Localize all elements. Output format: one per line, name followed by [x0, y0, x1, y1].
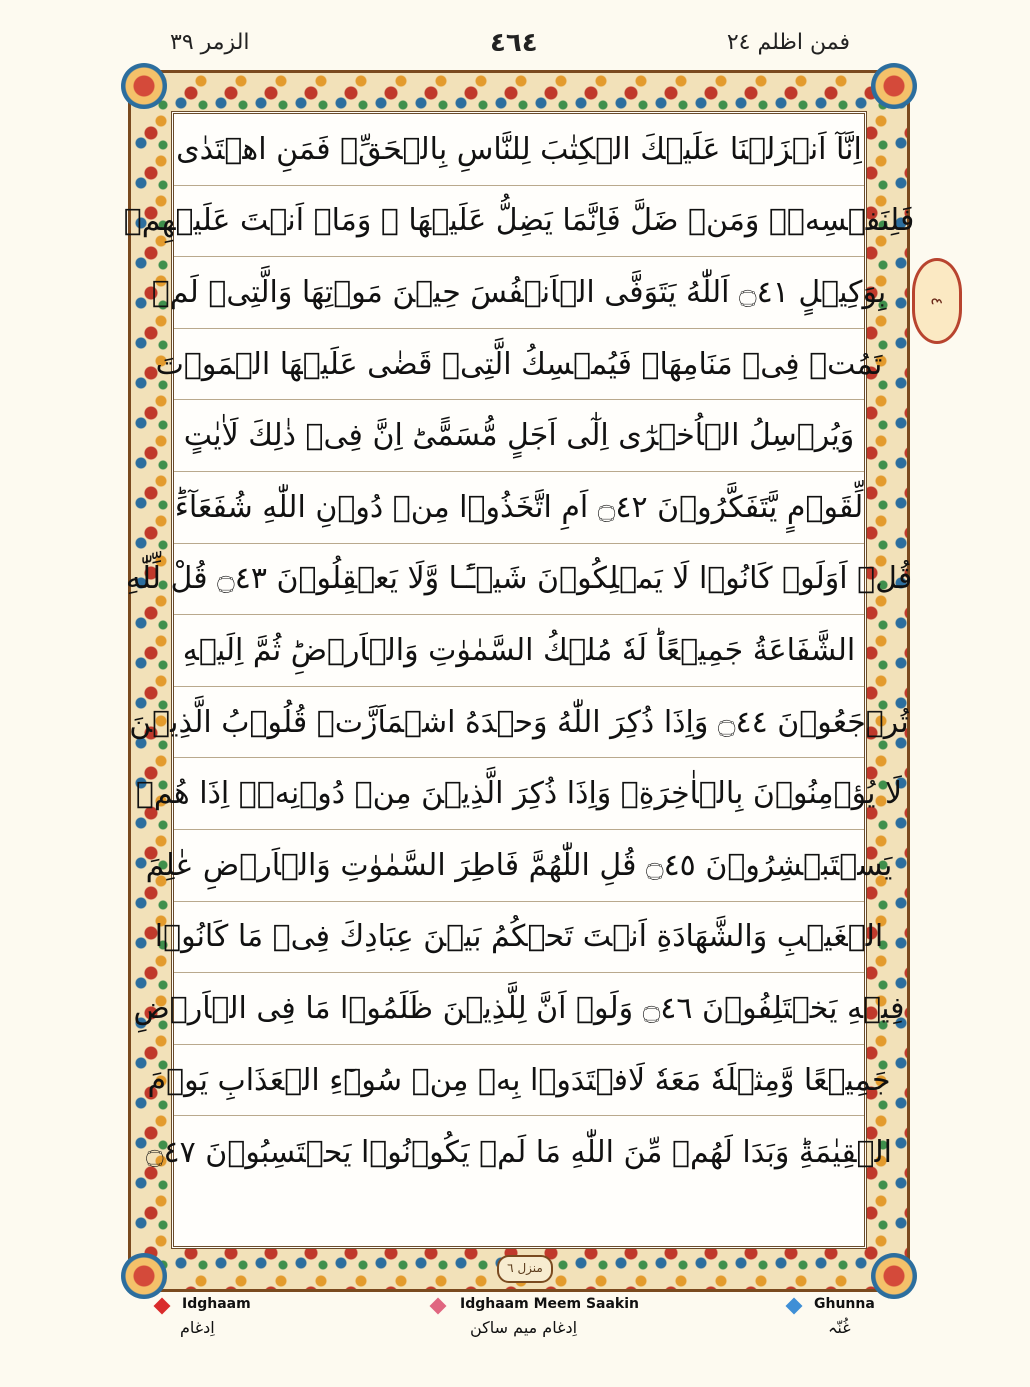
- corner-ornament-icon: [121, 1253, 167, 1299]
- page-number: ٤٦٤: [490, 28, 538, 58]
- juz-name: فمن اظلم ٢٤: [726, 30, 850, 55]
- legend-ghunna: [788, 1296, 908, 1356]
- verse-line: الۡقِيٰمَةِ‌ؕ وَبَدَا لَهُمۡ مِّنَ اللّٰهِ مَا لَمۡ يَكُوۡنُوۡا يَحۡتَسِبُوۡنَ ۝٤٧: [145, 1134, 893, 1170]
- verse-line: اِنَّآ اَنۡزَلۡنَا عَلَيۡكَ الۡكِتٰبَ لِلنَّاسِ بِالۡحَقِّ‌ۚ فَمَنِ اهۡتَدٰى: [174, 114, 864, 186]
- manzil-badge: منزل ٦: [497, 1255, 553, 1283]
- verse-line: جَمِيۡعًا وَّمِثۡلَهٗ مَعَهٗ لَافۡتَدَوۡا بِهٖ مِنۡ سُوۡٓءِ الۡعَذَابِ يَوۡمَ: [174, 1045, 864, 1117]
- verse-line: لَا يُؤۡمِنُوۡنَ بِالۡاٰخِرَةِ‌ۚ وَاِذَا ذُكِرَ الَّذِيۡنَ مِنۡ دُوۡنِهٖۤ اِذَا هُمۡ: [174, 758, 864, 830]
- ruku-marker: ٤: [912, 258, 962, 344]
- verse-line: الۡغَيۡبِ وَالشَّهَادَةِ اَنۡتَ تَحۡكُمُ بَيۡنَ عِبَادِكَ فِىۡ مَا كَانُوۡا: [174, 902, 864, 974]
- legend-label-urdu: اِدغام: [180, 1318, 215, 1337]
- verse-line: قُلۡ اَوَلَوۡ كَانُوۡا لَا يَمۡلِكُوۡنَ شَيۡـًٔـا وَّلَا يَعۡقِلُوۡنَ ۝٤٣ قُلْ لِّلّٰهِ: [174, 544, 864, 616]
- verse-line: وَيُرۡسِلُ الۡاُخۡرٰٓى اِلٰٓى اَجَلٍ مُّسَمًّى‌ؕ اِنَّ فِىۡ ذٰلِكَ لَاٰيٰتٍ: [174, 400, 864, 472]
- corner-ornament-icon: [871, 1253, 917, 1299]
- page-header: [160, 28, 860, 62]
- verse-line: فِيۡهِ يَخۡتَلِفُوۡنَ ۝٤٦ وَلَوۡ اَنَّ لِلَّذِيۡنَ ظَلَمُوۡا مَا فِى الۡاَرۡضِ: [174, 973, 864, 1045]
- legend-label: Idghaam Meem Saakin: [460, 1296, 640, 1312]
- diamond-icon: [786, 1298, 803, 1315]
- decorative-border: [123, 70, 915, 1292]
- legend-idghaam: [156, 1296, 296, 1356]
- surah-name: الزمر ٣٩: [170, 30, 250, 55]
- legend-label: Idghaam: [182, 1296, 251, 1312]
- verse-line: تَمُتۡ فِىۡ مَنَامِهَا‌ۚ فَيُمۡسِكُ الَّتِىۡ قَضٰى عَلَيۡهَا الۡمَوۡتَ: [174, 329, 864, 401]
- diamond-icon: [430, 1298, 447, 1315]
- text-panel: [123, 111, 915, 1249]
- verse-line: الشَّفَاعَةُ جَمِيۡعًا‌ؕ لَهٗ مُلۡكُ السَّمٰوٰتِ وَالۡاَرۡضِ‌ؕ ثُمَّ اِلَيۡهِ: [174, 615, 864, 687]
- legend-label: Ghunna: [814, 1296, 875, 1312]
- verse-line: بِوَكِيۡلٍ ۝٤١ اَللّٰهُ يَتَوَفَّى الۡاَنۡفُسَ حِيۡنَ مَوۡتِهَا وَالَّتِىۡ لَمۡ: [174, 257, 864, 329]
- legend-idghaam-meem-saakin: [432, 1296, 652, 1356]
- legend-label-urdu: اِدغام میم ساکن: [470, 1318, 578, 1337]
- verse-line: يَسۡتَبۡشِرُوۡنَ ۝٤٥ قُلِ اللّٰهُمَّ فَاطِرَ السَّمٰوٰتِ وَالۡاَرۡضِ عٰلِمَ: [174, 830, 864, 902]
- corner-ornament-icon: [121, 63, 167, 109]
- legend-label-urdu: غُنّہ: [828, 1318, 851, 1337]
- diamond-icon: [154, 1298, 171, 1315]
- corner-ornament-icon: [871, 63, 917, 109]
- verse-line: فَلِنَفۡسِهٖ‌ۚ وَمَنۡ ضَلَّ فَاِنَّمَا يَضِلُّ عَلَيۡهَا‌ ۚ وَمَاۤ اَنۡتَ عَلَيۡهِمۡ: [174, 186, 864, 258]
- verse-line: تُرۡجَعُوۡنَ ۝٤٤ وَاِذَا ذُكِرَ اللّٰهُ وَحۡدَهُ اشۡمَاَزَّتۡ قُلُوۡبُ الَّذِيۡنَ: [174, 687, 864, 759]
- verse-lines: [123, 114, 915, 1246]
- verse-line: لِّقَوۡمٍ يَّتَفَكَّرُوۡنَ ۝٤٢ اَمِ اتَّخَذُوۡا مِنۡ دُوۡنِ اللّٰهِ شُفَعَآءَ‌ؕ: [174, 472, 864, 544]
